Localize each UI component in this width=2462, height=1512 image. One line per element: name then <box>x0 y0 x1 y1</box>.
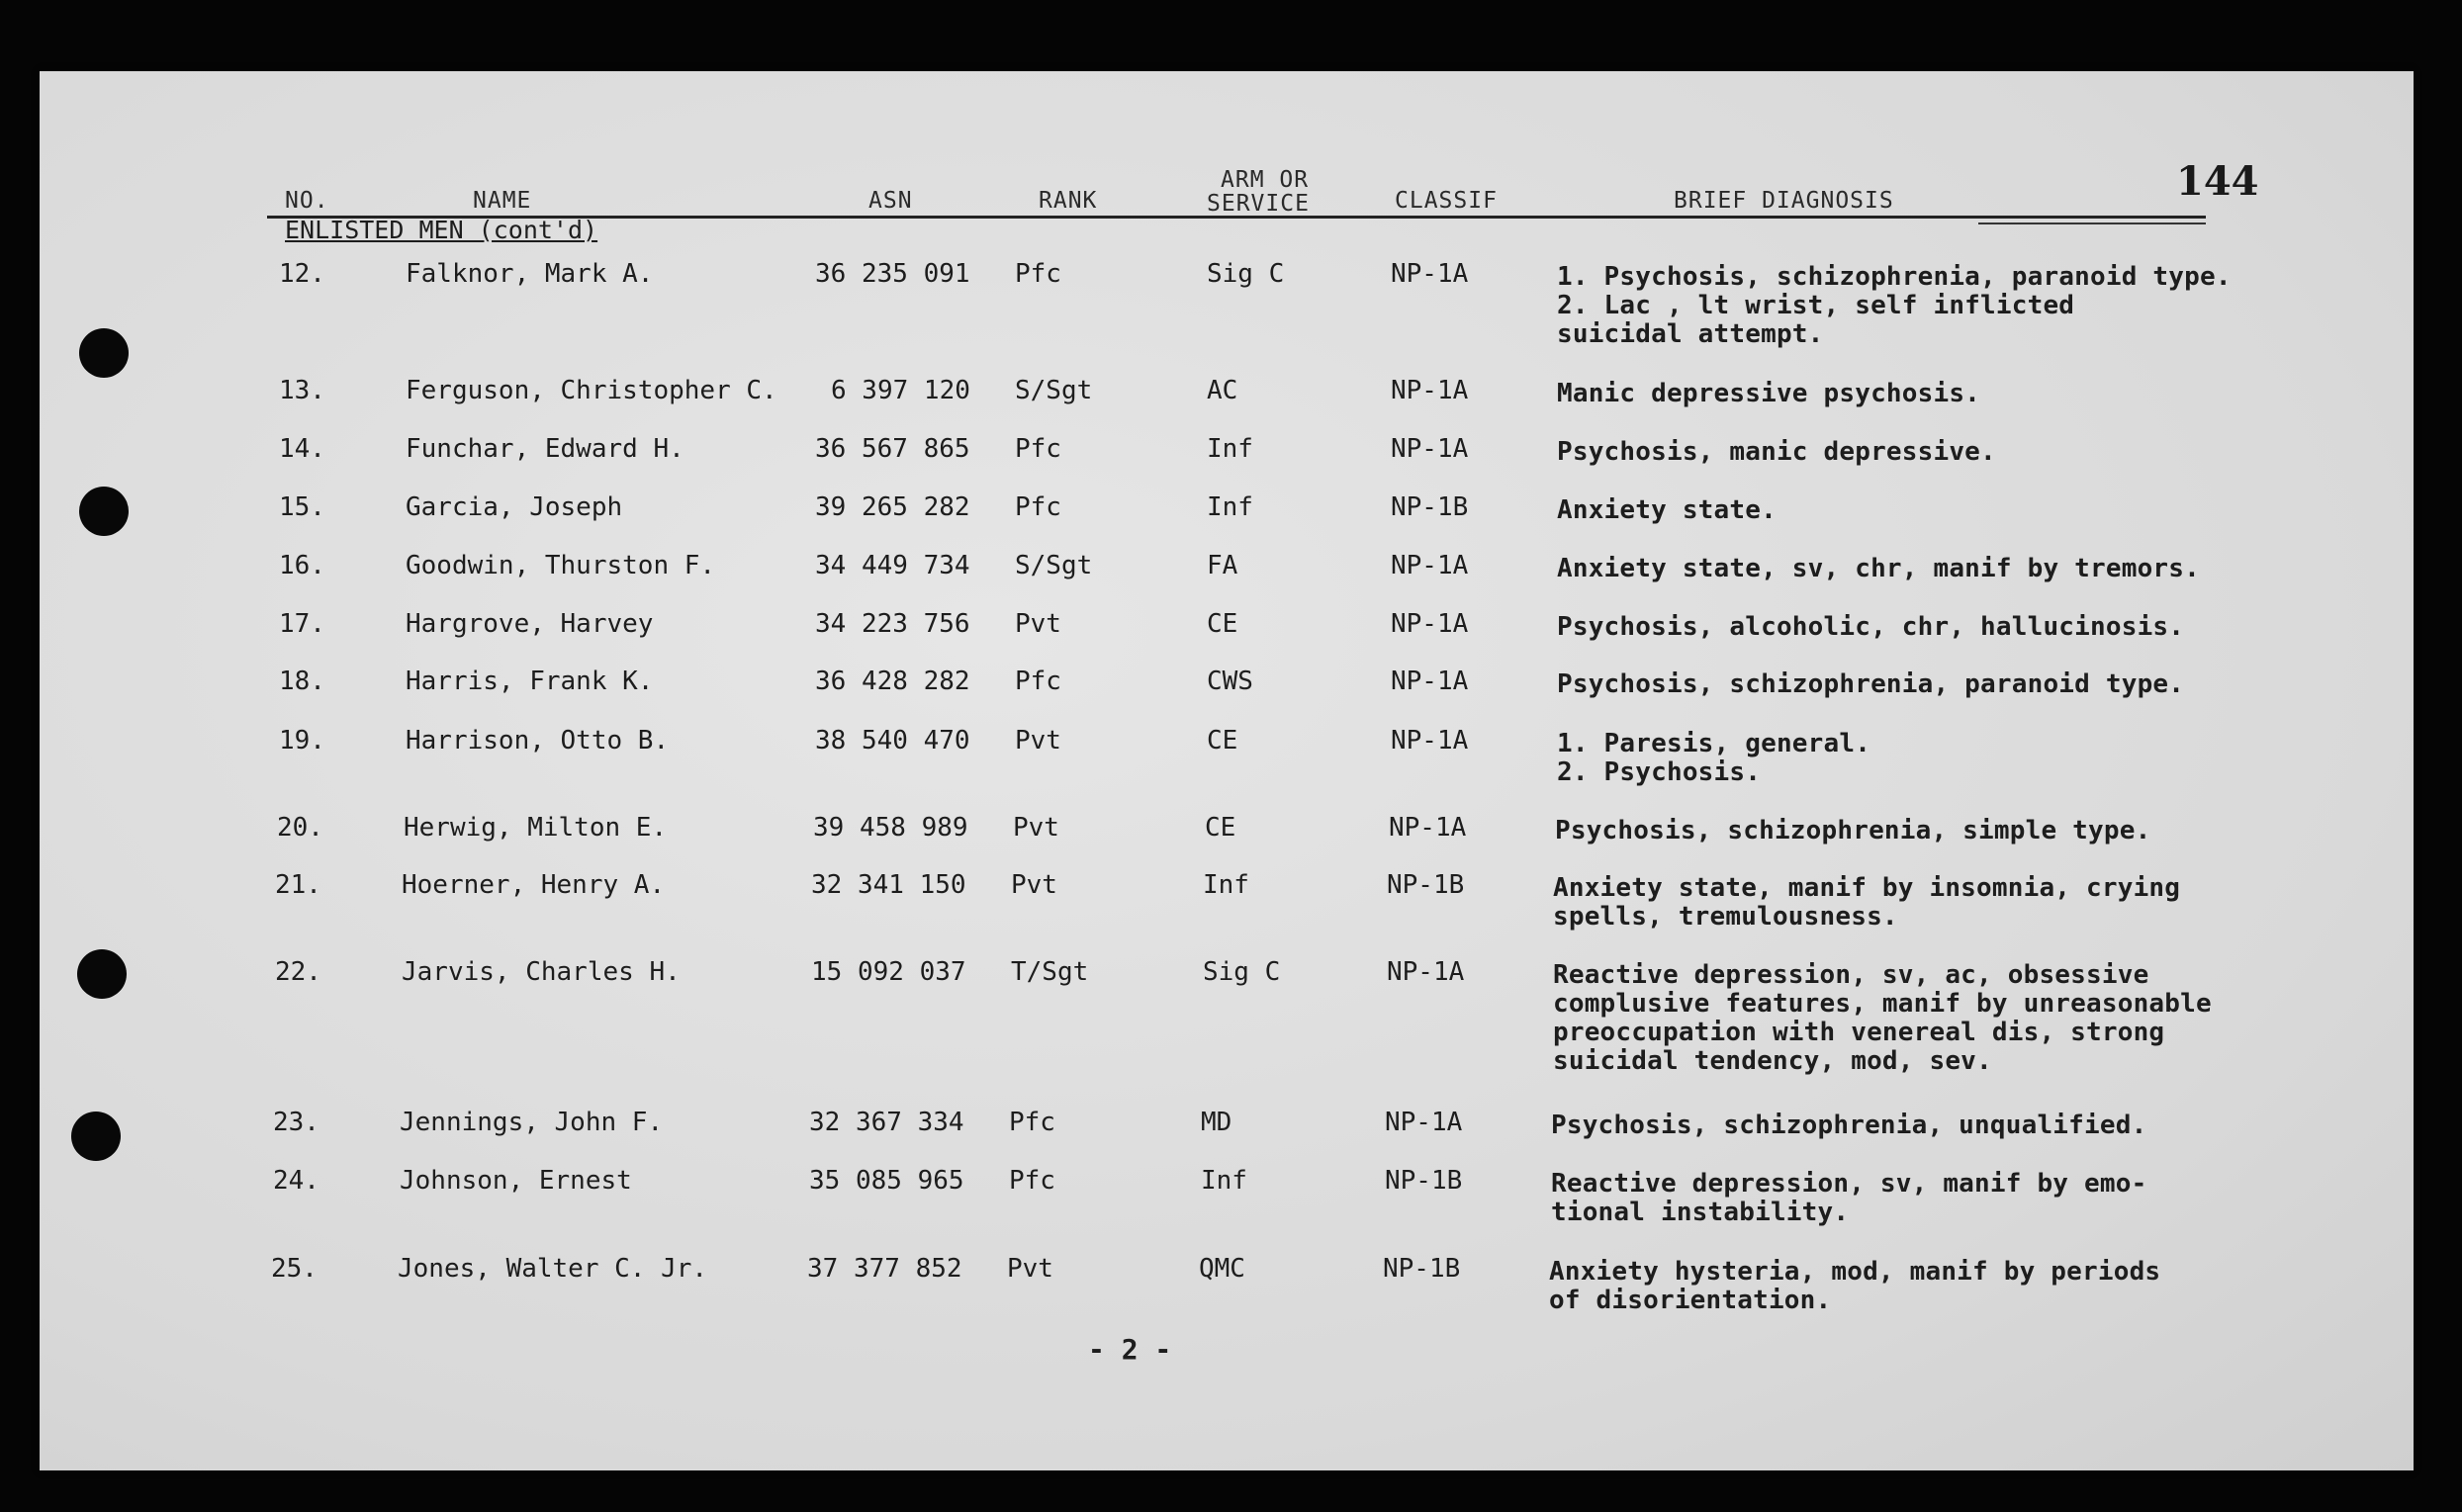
row-name: Harris, Frank K. <box>406 667 654 696</box>
row-service: Inf <box>1207 434 1253 464</box>
row-no: 24. <box>273 1166 319 1196</box>
row-rank: S/Sgt <box>1015 551 1093 580</box>
row-asn: 34 223 756 <box>815 609 970 639</box>
header-rule-tail <box>1978 222 2206 224</box>
row-service: Sig C <box>1207 259 1285 289</box>
header-diagnosis: BRIEF DIAGNOSIS <box>1674 188 1894 214</box>
row-diagnosis-line: preoccupation with venereal dis, strong <box>1553 1018 2165 1047</box>
row-name: Garcia, Joseph <box>406 492 623 522</box>
header-service-line2: SERVICE <box>1207 191 1310 217</box>
row-classif: NP-1B <box>1387 870 1465 900</box>
row-name: Goodwin, Thurston F. <box>406 551 716 580</box>
row-name: Hargrove, Harvey <box>406 609 654 639</box>
row-no: 22. <box>275 957 321 987</box>
row-classif: NP-1A <box>1391 551 1469 580</box>
row-service: CE <box>1207 609 1238 639</box>
row-name: Johnson, Ernest <box>400 1166 632 1196</box>
row-diagnosis-line: spells, tremulousness. <box>1553 902 1898 932</box>
row-asn: 35 085 965 <box>809 1166 964 1196</box>
row-asn: 34 449 734 <box>815 551 970 580</box>
row-asn: 39 458 989 <box>813 813 968 843</box>
row-no: 17. <box>279 609 325 639</box>
row-no: 21. <box>275 870 321 900</box>
row-no: 23. <box>273 1108 319 1137</box>
row-no: 14. <box>279 434 325 464</box>
row-service: CE <box>1205 813 1236 843</box>
row-service: Inf <box>1201 1166 1247 1196</box>
row-rank: Pvt <box>1013 813 1059 843</box>
row-classif: NP-1A <box>1391 259 1469 289</box>
row-diagnosis-line: 2. Psychosis. <box>1557 757 1762 787</box>
row-rank: Pfc <box>1015 259 1061 289</box>
row-rank: S/Sgt <box>1015 376 1093 405</box>
row-name: Jennings, John F. <box>400 1108 664 1137</box>
row-asn: 38 540 470 <box>815 726 970 756</box>
row-service: FA <box>1207 551 1238 580</box>
row-service: Inf <box>1207 492 1253 522</box>
punch-hole <box>77 949 127 999</box>
row-diagnosis-line: Psychosis, schizophrenia, unqualified. <box>1551 1111 2147 1140</box>
row-name: Harrison, Otto B. <box>406 726 670 756</box>
row-diagnosis-line: complusive features, manif by unreasonable <box>1553 989 2212 1019</box>
header-name: NAME <box>473 188 532 214</box>
row-classif: NP-1A <box>1391 376 1469 405</box>
row-rank: Pfc <box>1009 1166 1055 1196</box>
row-name: Herwig, Milton E. <box>404 813 668 843</box>
row-classif: NP-1A <box>1389 813 1467 843</box>
row-classif: NP-1A <box>1391 609 1469 639</box>
row-diagnosis-line: suicidal tendency, mod, sev. <box>1553 1046 1992 1076</box>
header-rank: RANK <box>1039 188 1098 214</box>
row-diagnosis-line: Psychosis, schizophrenia, simple type. <box>1555 816 2151 845</box>
row-service: Sig C <box>1203 957 1281 987</box>
row-rank: Pvt <box>1007 1254 1053 1284</box>
header-classif: CLASSIF <box>1395 188 1498 214</box>
row-diagnosis-line: of disorientation. <box>1549 1286 1832 1315</box>
punch-hole <box>71 1112 121 1161</box>
row-name: Ferguson, Christopher C. <box>406 376 777 405</box>
row-asn: 32 367 334 <box>809 1108 964 1137</box>
row-rank: T/Sgt <box>1011 957 1089 987</box>
row-rank: Pvt <box>1015 726 1061 756</box>
row-diagnosis-line: Psychosis, schizophrenia, paranoid type. <box>1557 669 2185 699</box>
row-asn: 39 265 282 <box>815 492 970 522</box>
row-no: 12. <box>279 259 325 289</box>
row-service: MD <box>1201 1108 1232 1137</box>
row-service: AC <box>1207 376 1238 405</box>
row-rank: Pvt <box>1015 609 1061 639</box>
row-rank: Pvt <box>1011 870 1057 900</box>
punch-hole <box>79 487 129 536</box>
row-asn: 36 567 865 <box>815 434 970 464</box>
row-asn: 37 377 852 <box>807 1254 962 1284</box>
row-classif: NP-1A <box>1391 726 1469 756</box>
punch-hole <box>79 328 129 378</box>
row-service: QMC <box>1199 1254 1245 1284</box>
row-service: CWS <box>1207 667 1253 696</box>
row-no: 15. <box>279 492 325 522</box>
row-diagnosis-line: Psychosis, alcoholic, chr, hallucinosis. <box>1557 612 2185 642</box>
row-diagnosis-line: Reactive depression, sv, ac, obsessive <box>1553 960 2149 990</box>
row-diagnosis-line: 1. Paresis, general. <box>1557 729 1871 758</box>
row-diagnosis-line: Anxiety state, sv, chr, manif by tremors. <box>1557 554 2200 583</box>
row-asn: 15 092 037 <box>811 957 966 987</box>
row-asn: 32 341 150 <box>811 870 966 900</box>
row-diagnosis-line: Manic depressive psychosis. <box>1557 379 1981 408</box>
row-diagnosis-line: Anxiety hysteria, mod, manif by periods <box>1549 1257 2161 1287</box>
row-classif: NP-1B <box>1385 1166 1463 1196</box>
row-diagnosis-line: tional instability. <box>1551 1198 1850 1227</box>
row-no: 25. <box>271 1254 318 1284</box>
page-number: 144 <box>2176 158 2259 205</box>
row-diagnosis-line: Anxiety state. <box>1557 495 1777 525</box>
row-name: Falknor, Mark A. <box>406 259 654 289</box>
row-classif: NP-1A <box>1391 667 1469 696</box>
row-service: CE <box>1207 726 1238 756</box>
row-rank: Pfc <box>1015 434 1061 464</box>
row-no: 20. <box>277 813 323 843</box>
row-diagnosis-line: Psychosis, manic depressive. <box>1557 437 1996 467</box>
header-service <box>1207 168 1310 216</box>
document-page <box>40 71 2414 1470</box>
row-diagnosis-line: Anxiety state, manif by insomnia, crying <box>1553 873 2181 903</box>
row-no: 13. <box>279 376 325 405</box>
header-asn: ASN <box>868 188 913 214</box>
row-no: 19. <box>279 726 325 756</box>
row-no: 16. <box>279 551 325 580</box>
row-asn: 36 428 282 <box>815 667 970 696</box>
row-name: Funchar, Edward H. <box>406 434 684 464</box>
row-classif: NP-1B <box>1391 492 1469 522</box>
row-name: Hoerner, Henry A. <box>402 870 666 900</box>
row-asn: 6 397 120 <box>831 376 970 405</box>
row-rank: Pfc <box>1009 1108 1055 1137</box>
row-name: Jarvis, Charles H. <box>402 957 681 987</box>
row-classif: NP-1A <box>1387 957 1465 987</box>
row-classif: NP-1A <box>1385 1108 1463 1137</box>
row-no: 18. <box>279 667 325 696</box>
row-diagnosis-line: 2. Lac , lt wrist, self inflicted <box>1557 291 2075 320</box>
row-asn: 36 235 091 <box>815 259 970 289</box>
row-name: Jones, Walter C. Jr. <box>398 1254 708 1284</box>
header-no: NO. <box>285 188 329 214</box>
header-service-line1: ARM OR <box>1221 167 1310 193</box>
row-diagnosis-line: Reactive depression, sv, manif by emo- <box>1551 1169 2147 1199</box>
row-rank: Pfc <box>1015 667 1061 696</box>
row-diagnosis-line: 1. Psychosis, schizophrenia, paranoid type. <box>1557 262 2232 292</box>
row-service: Inf <box>1203 870 1249 900</box>
row-classif: NP-1A <box>1391 434 1469 464</box>
footer-page-number: - 2 - <box>1088 1333 1172 1366</box>
row-classif: NP-1B <box>1383 1254 1461 1284</box>
row-rank: Pfc <box>1015 492 1061 522</box>
row-diagnosis-line: suicidal attempt. <box>1557 319 1824 349</box>
section-title: ENLISTED MEN (cont'd) <box>285 216 598 244</box>
